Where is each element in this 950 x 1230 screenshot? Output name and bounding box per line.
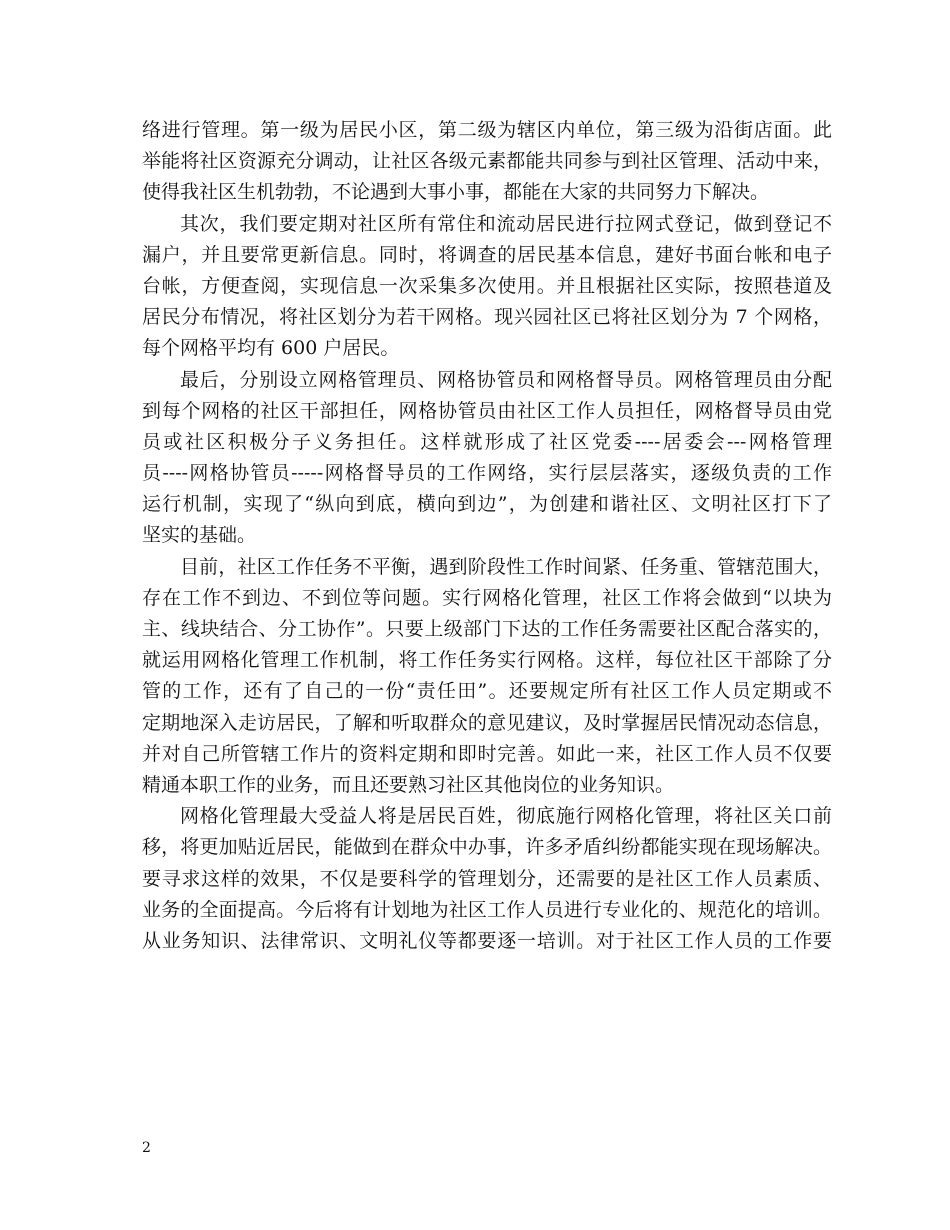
text-line: 就运用网格化管理工作机制，将工作任务实行网格。这样，每位社区干部除了分 <box>142 649 832 672</box>
page-number: 2 <box>142 1140 151 1156</box>
text-line: 到每个网格的社区干部担任，网格协管员由社区工作人员担任，网格督导员由党 <box>142 399 832 422</box>
text-line: 每个网格平均有 600 户居民。 <box>142 337 400 360</box>
text-line: 管的工作，还有了自己的一份“责任田”。还要规定所有社区工作人员定期或不 <box>142 680 832 703</box>
text-line: 业务的全面提高。今后将有计划地为社区工作人员进行专业化的、规范化的培训。 <box>142 898 832 921</box>
text-line: 存在工作不到边、不到位等问题。实行网格化管理，社区工作将会做到“以块为 <box>142 586 832 609</box>
text-line: 举能将社区资源充分调动，让社区各级元素都能共同参与到社区管理、活动中来， <box>142 150 832 173</box>
text-line: 漏户，并且要常更新信息。同时，将调查的居民基本信息，建好书面台帐和电子 <box>142 243 832 266</box>
text-line: 定期地深入走访居民，了解和听取群众的意见建议，及时掌握居民情况动态信息， <box>142 711 832 734</box>
text-line: 员----网格协管员-----网格督导员的工作网络，实行层层落实，逐级负责的工作 <box>142 462 832 485</box>
text-line: 使得我社区生机勃勃，不论遇到大事小事，都能在大家的共同努力下解决。 <box>142 181 770 204</box>
text-line: 从业务知识、法律常识、文明礼仪等都要逐一培训。对于社区工作人员的工作要 <box>142 929 832 952</box>
text-line: 主、线块结合、分工协作”。只要上级部门下达的工作任务需要社区配合落实的， <box>142 618 832 640</box>
text-line: 并对自己所管辖工作片的资料定期和即时完善。如此一来，社区工作人员不仅要 <box>142 742 832 765</box>
text-line: 员或社区积极分子义务担任。这样就形成了社区党委----居委会---网格管理 <box>142 430 832 453</box>
paragraph-first-line: 最后，分别设立网格管理员、网格协管员和网格督导员。网格管理员由分配 <box>180 368 832 391</box>
paragraph-first-line: 网格化管理最大受益人将是居民百姓，彻底施行网格化管理，将社区关口前 <box>180 805 832 828</box>
text-line: 要寻求这样的效果，不仅是要科学的管理划分，还需要的是社区工作人员素质、 <box>142 867 832 890</box>
paragraph-first-line: 其次，我们要定期对社区所有常住和流动居民进行拉网式登记，做到登记不 <box>180 212 832 235</box>
text-line: 移，将更加贴近居民，能做到在群众中办事，许多矛盾纠纷都能实现在现场解决。 <box>142 836 832 859</box>
text-line: 坚实的基础。 <box>142 524 257 547</box>
text-line: 居民分布情况，将社区划分为若干网格。现兴园社区已将社区划分为 7 个网格， <box>142 306 832 329</box>
text-line: 台帐，方便查阅，实现信息一次采集多次使用。并且根据社区实际，按照巷道及 <box>142 274 832 297</box>
text-line: 精通本职工作的业务，而且还要熟习社区其他岗位的业务知识。 <box>142 773 675 796</box>
body-text <box>142 115 832 957</box>
paragraph-first-line: 目前，社区工作任务不平衡，遇到阶段性工作时间紧、任务重、管辖范围大， <box>180 555 832 578</box>
text-line: 运行机制，实现了“纵向到底，横向到边”，为创建和谐社区、文明社区打下了 <box>142 493 832 516</box>
text-line: 络进行管理。第一级为居民小区，第二级为辖区内单位，第三级为沿街店面。此 <box>142 119 832 141</box>
